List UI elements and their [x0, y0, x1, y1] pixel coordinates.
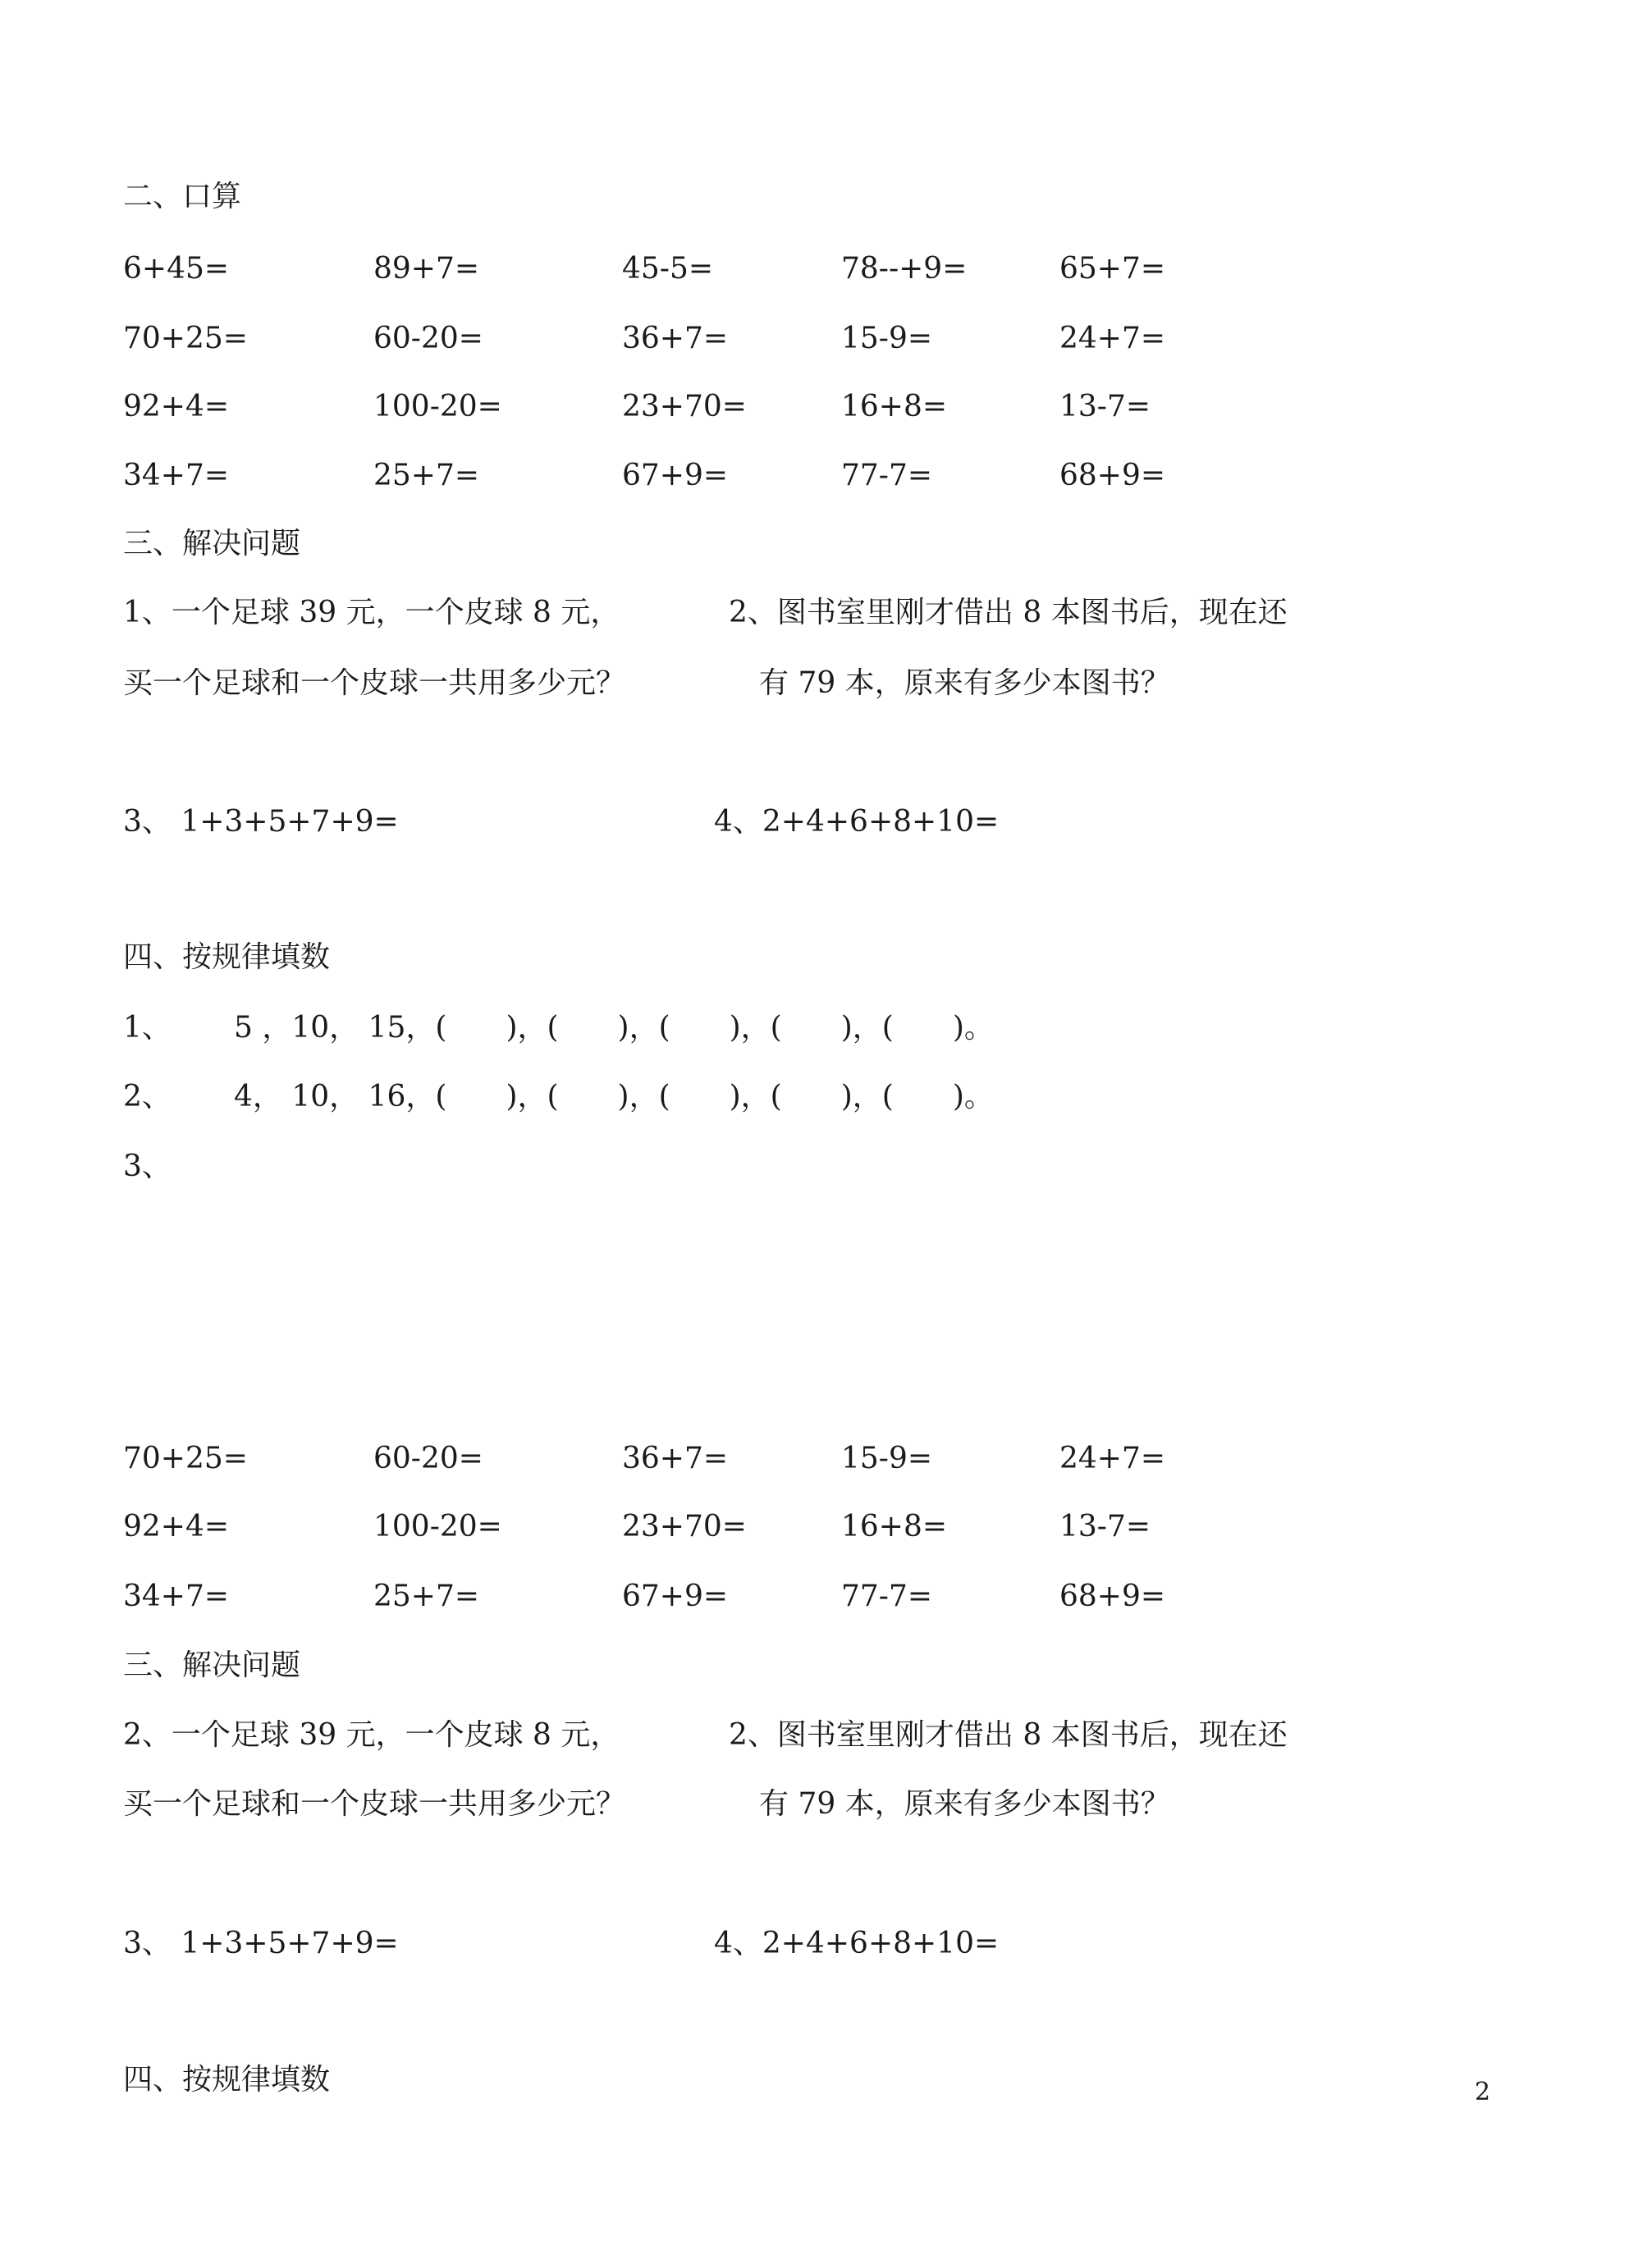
- word-problem-1-text: 买一个足球和一个皮球一共用多少元？: [123, 666, 626, 700]
- problem: 16+8=: [841, 390, 948, 423]
- sum-problem-4: 4、2+4+6+8+10=: [714, 1927, 1000, 1960]
- problem: 15-9=: [841, 322, 933, 355]
- item-number: 1、: [123, 1011, 172, 1045]
- word-problem-1-text: 买一个足球和一个皮球一共用多少元？: [123, 1787, 626, 1821]
- problem: 23+70=: [622, 390, 747, 423]
- problem: 25+7=: [373, 1580, 480, 1613]
- word-problem-line: [0, 1776, 1638, 1833]
- section-heading-pattern-repeat: [0, 2051, 1638, 2109]
- problem: 24+7=: [1059, 322, 1166, 355]
- problem: 70+25=: [123, 322, 248, 355]
- heading-text: 四、按规律填数: [123, 940, 331, 974]
- problem: 60-20=: [373, 1442, 483, 1475]
- problem: 13-7=: [1059, 1510, 1151, 1543]
- oral-row-2: [0, 310, 1638, 368]
- word-problem-2-text: 有 79 本，原来有多少本图书？: [759, 1787, 1170, 1821]
- problem: 34+7=: [123, 1580, 230, 1613]
- word-problem-1-text: 2、一个足球 39 元，一个皮球 8 元，: [123, 1718, 620, 1752]
- problem: 16+8=: [841, 1510, 948, 1543]
- problem: 92+4=: [123, 390, 230, 423]
- problem: 77-7=: [841, 459, 933, 492]
- problem: 67+9=: [622, 459, 729, 492]
- problem: 68+9=: [1059, 1580, 1166, 1613]
- problem: 78--+9=: [841, 252, 968, 286]
- heading-text: 三、解决问题: [123, 1648, 301, 1682]
- word-problem-2-text: 有 79 本，原来有多少本图书？: [759, 666, 1170, 700]
- item-number: 2、: [123, 1080, 172, 1113]
- word-problem-1-text: 1、一个足球 39 元，一个皮球 8 元，: [123, 596, 620, 629]
- problem: 13-7=: [1059, 390, 1151, 423]
- problem: 70+25=: [123, 1442, 248, 1475]
- word-problem-line: [0, 584, 1638, 642]
- sum-problem-4: 4、2+4+6+8+10=: [714, 805, 1000, 839]
- problem: 89+7=: [373, 252, 480, 286]
- problem: 36+7=: [622, 322, 729, 355]
- section-heading-problems-repeat: [0, 1637, 1638, 1694]
- problem: 34+7=: [123, 459, 230, 492]
- sum-problems: [0, 793, 1638, 851]
- oral-row-repeat-1: [0, 1430, 1638, 1488]
- section-heading-pattern: [0, 929, 1638, 986]
- oral-row-repeat-2: [0, 1498, 1638, 1556]
- oral-row-4: [0, 447, 1638, 505]
- oral-row-1: [0, 240, 1638, 298]
- problem: 60-20=: [373, 322, 483, 355]
- problem: 67+9=: [622, 1580, 729, 1613]
- sequence-1: [0, 999, 1638, 1057]
- heading-text: 二、口算: [123, 180, 242, 213]
- sum-problems: [0, 1915, 1638, 1973]
- sum-problem-3: 3、 1+3+5+7+9=: [123, 1927, 399, 1960]
- problem: 24+7=: [1059, 1442, 1166, 1475]
- word-problem-line: [0, 655, 1638, 712]
- word-problem-2-text: 2、图书室里刚才借出 8 本图书后，现在还: [729, 596, 1288, 629]
- problem: 100-20=: [373, 390, 502, 423]
- sequence-text: 4， 10， 16，( )，( )，( )，( )，( )。: [234, 1080, 994, 1113]
- oral-row-repeat-3: [0, 1568, 1638, 1626]
- item-number: 3、: [123, 1150, 172, 1183]
- sequence-3: [0, 1138, 1638, 1196]
- word-problem-line: [0, 1707, 1638, 1764]
- problem: 36+7=: [622, 1442, 729, 1475]
- problem: 25+7=: [373, 459, 480, 492]
- problem: 65+7=: [1059, 252, 1166, 286]
- section-heading-problems: [0, 515, 1638, 573]
- heading-text: 四、按规律填数: [123, 2063, 331, 2097]
- oral-row-3: [0, 378, 1638, 436]
- problem: 45-5=: [622, 252, 714, 286]
- problem: 6+45=: [123, 252, 230, 286]
- problem: 77-7=: [841, 1580, 933, 1613]
- sequence-text: 5 ，10， 15，( )，( )，( )，( )，( )。: [234, 1011, 994, 1045]
- problem: 92+4=: [123, 1510, 230, 1543]
- sequence-2: [0, 1068, 1638, 1126]
- sum-problem-3: 3、 1+3+5+7+9=: [123, 805, 399, 839]
- heading-text: 三、解决问题: [123, 527, 301, 560]
- problem: 15-9=: [841, 1442, 933, 1475]
- problem: 68+9=: [1059, 459, 1166, 492]
- word-problem-2-text: 2、图书室里刚才借出 8 本图书后，现在还: [729, 1718, 1288, 1752]
- section-heading-oral: [0, 168, 1638, 226]
- problem: 100-20=: [373, 1510, 502, 1543]
- problem: 23+70=: [622, 1510, 747, 1543]
- page-number: 2: [1475, 2078, 1491, 2106]
